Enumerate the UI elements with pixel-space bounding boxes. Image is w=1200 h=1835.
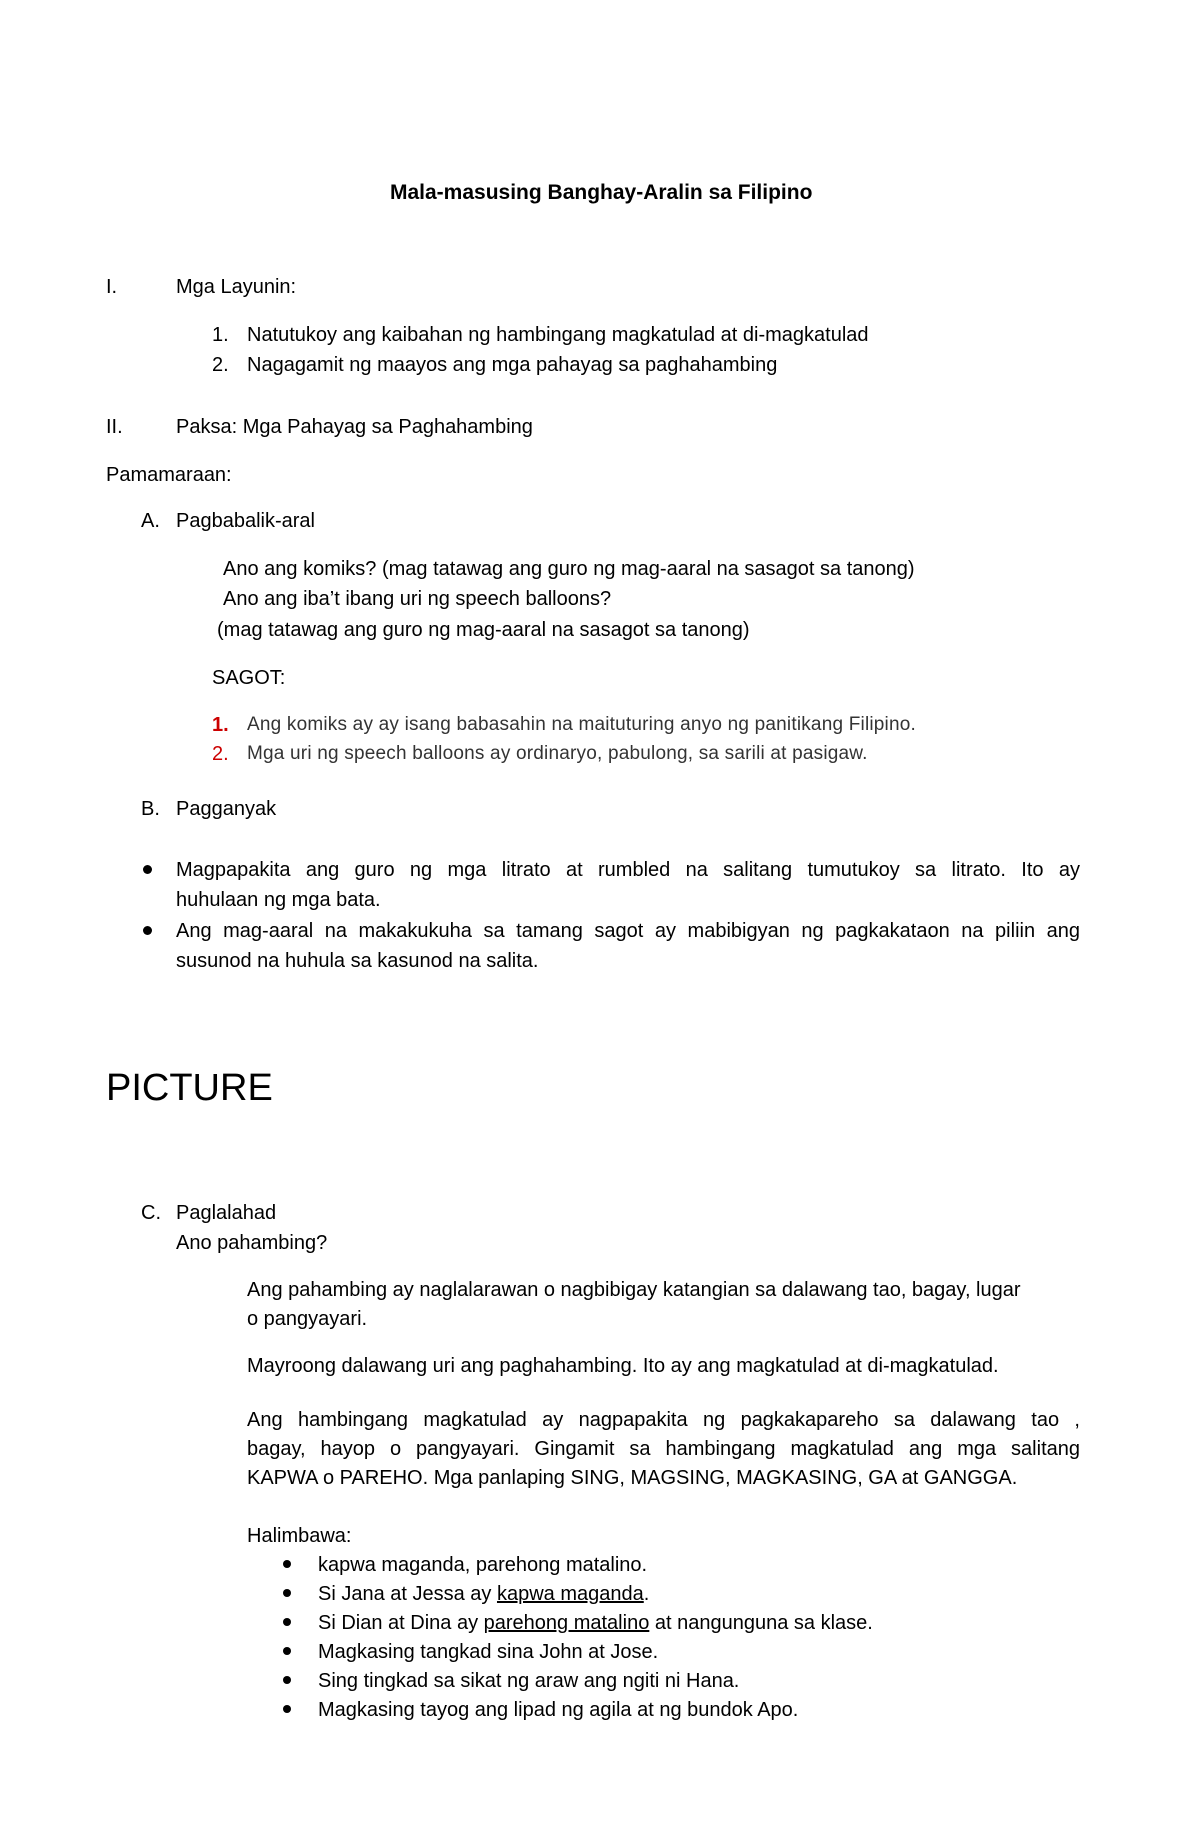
- motivation-bullet-2-line-1: Ang mag-aaral na makakukuha sa tamang sagot ay mabibigyan ng pagkakataon na piliin ang: [176, 920, 1080, 942]
- objective-1-text: Natutukoy ang kaibahan ng hambingang magkatulad at di-magkatulad: [247, 324, 869, 346]
- part-b-label: Pagganyak: [176, 798, 277, 820]
- bullet-icon: [283, 1647, 291, 1655]
- part-c-question: Ano pahambing?: [176, 1232, 328, 1254]
- answer-1-text: Ang komiks ay ay isang babasahin na maituturing anyo ng panitikang Filipino.: [247, 714, 916, 735]
- bullet-icon: [283, 1705, 291, 1713]
- bullet-icon: [143, 926, 152, 935]
- procedure-label: Pamamaraan:: [106, 464, 232, 486]
- example-2-end: .: [643, 1583, 650, 1605]
- review-question-note: (mag tatawag ang guro ng mag-aaral na sasagot sa tanong): [217, 619, 750, 641]
- motivation-bullet-2-line-2: susunod na huhula sa kasunod na salita.: [176, 950, 539, 972]
- objective-2-text: Nagagamit ng maayos ang mga pahayag sa paghahambing: [247, 354, 778, 376]
- answer-2-number: 2.: [212, 743, 229, 765]
- motivation-bullet-1-line-1: Magpapakita ang guro ng mga litrato at rumbled na salitang tumutukoy sa litrato. Ito ay: [176, 859, 1080, 881]
- answer-2-text: Mga uri ng speech balloons ay ordinaryo, pabulong, sa sarili at pasigaw.: [247, 743, 868, 764]
- definition-line-2: o pangyayari.: [247, 1308, 368, 1330]
- example-2-text: Si Jana at Jessa ay: [318, 1583, 497, 1605]
- review-question-2: Ano ang iba’t ibang uri ng speech balloons?: [223, 588, 612, 610]
- bullet-icon: [283, 1676, 291, 1684]
- picture-placeholder: PICTURE: [106, 1067, 273, 1109]
- example-5: Sing tingkad sa sikat ng araw ang ngiti ni Hana.: [318, 1670, 740, 1692]
- bullet-icon: [283, 1560, 291, 1568]
- answer-1-number: 1.: [212, 714, 229, 736]
- example-2-underlined: kapwa maganda: [496, 1583, 644, 1605]
- example-4: Magkasing tangkad sina John at Jose.: [318, 1641, 659, 1663]
- document-title: Mala-masusing Banghay-Aralin sa Filipino: [390, 181, 813, 204]
- section-2-number: II.: [106, 416, 123, 438]
- section-1-label: Mga Layunin:: [176, 276, 297, 298]
- magkatulad-line-2: bagay, hayop o pangyayari. Gingamit sa hambingang magkatulad ang mga salitang: [247, 1438, 1080, 1460]
- example-3-underlined: parehong matalino: [483, 1612, 650, 1634]
- motivation-bullet-1-line-2: huhulaan ng mga bata.: [176, 889, 381, 911]
- answer-label: SAGOT:: [212, 667, 286, 689]
- types-paragraph: Mayroong dalawang uri ang paghahambing. Ito ay ang magkatulad at di-magkatulad.: [247, 1355, 999, 1377]
- part-b-letter: B.: [141, 798, 160, 820]
- bullet-icon: [143, 865, 152, 874]
- part-c-label: Paglalahad: [176, 1202, 277, 1224]
- bullet-icon: [283, 1589, 291, 1597]
- magkatulad-line-3: KAPWA o PAREHO. Mga panlaping SING, MAGSING, MAGKASING, GA at GANGGA.: [247, 1467, 1018, 1489]
- part-a-label: Pagbabalik-aral: [176, 510, 315, 532]
- objective-2-number: 2.: [212, 354, 229, 376]
- bullet-icon: [283, 1618, 291, 1626]
- example-label: Halimbawa:: [247, 1525, 352, 1547]
- example-3-text: Si Dian at Dina ay: [318, 1612, 484, 1634]
- example-3: [318, 1610, 873, 1636]
- definition-line-1: Ang pahambing ay naglalarawan o nagbibigay katangian sa dalawang tao, bagay, lugar: [247, 1279, 1021, 1301]
- objective-1-number: 1.: [212, 324, 229, 346]
- example-1: kapwa maganda, parehong matalino.: [318, 1554, 648, 1576]
- example-2: [318, 1581, 649, 1607]
- example-3-end: at nangunguna sa klase.: [649, 1612, 873, 1634]
- example-6: Magkasing tayog ang lipad ng agila at ng bundok Apo.: [318, 1699, 799, 1721]
- part-a-letter: A.: [141, 510, 160, 532]
- review-question-1: Ano ang komiks? (mag tatawag ang guro ng mag-aaral na sasagot sa tanong): [223, 558, 915, 580]
- part-c-letter: C.: [141, 1202, 161, 1224]
- section-1-number: I.: [106, 276, 118, 298]
- section-2-label: Paksa: Mga Pahayag sa Paghahambing: [176, 416, 533, 438]
- magkatulad-line-1: Ang hambingang magkatulad ay nagpapakita ng pagkakapareho sa dalawang tao ,: [247, 1409, 1080, 1431]
